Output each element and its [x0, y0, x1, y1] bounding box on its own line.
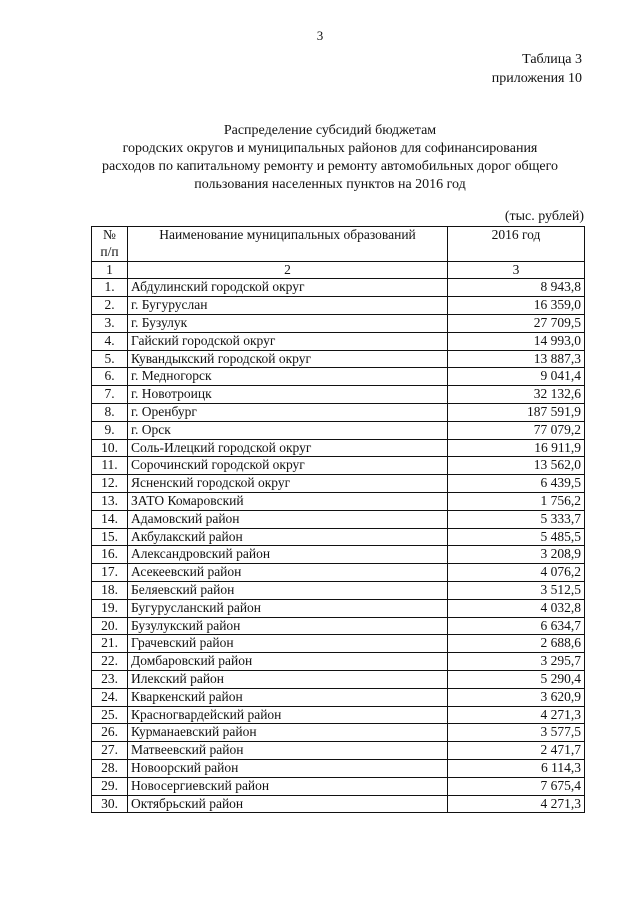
row-number: 23. [92, 670, 128, 688]
table-row [92, 510, 585, 528]
row-value: 16 359,0 [448, 297, 585, 315]
table-row [92, 777, 585, 795]
column-index: 1 [92, 261, 128, 279]
row-number: 7. [92, 386, 128, 404]
row-value: 3 208,9 [448, 546, 585, 564]
title-line: пользования населенных пунктов на 2016 год [194, 177, 466, 192]
row-value: 6 634,7 [448, 617, 585, 635]
row-name: Кувандыкский городской округ [128, 350, 448, 368]
row-name: Новоорский район [128, 759, 448, 777]
units-label: (тыс. рублей) [504, 209, 584, 224]
row-number: 27. [92, 742, 128, 760]
row-name: Бугурусланский район [128, 599, 448, 617]
row-name: г. Бугуруслан [128, 297, 448, 315]
row-name: Курманаевский район [128, 724, 448, 742]
table-label-line: приложения 10 [491, 71, 582, 86]
title-line: городских округов и муниципальных районов для софинансирования [122, 141, 538, 156]
table-row [92, 599, 585, 617]
row-name: Абдулинский городской округ [128, 279, 448, 297]
row-value: 3 577,5 [448, 724, 585, 742]
table-row [92, 688, 585, 706]
row-number: 5. [92, 350, 128, 368]
row-name: г. Медногорск [128, 368, 448, 386]
table-row [92, 795, 585, 813]
row-number: 29. [92, 777, 128, 795]
row-value: 9 041,4 [448, 368, 585, 386]
row-name: Сорочинский городской округ [128, 457, 448, 475]
row-number: 6. [92, 368, 128, 386]
table-row [92, 297, 585, 315]
row-number: 30. [92, 795, 128, 813]
row-name: Матвеевский район [128, 742, 448, 760]
table-body [92, 279, 585, 813]
row-value: 2 471,7 [448, 742, 585, 760]
row-name: Ясненский городской округ [128, 475, 448, 493]
row-value: 27 709,5 [448, 314, 585, 332]
row-number: 28. [92, 759, 128, 777]
row-value: 3 295,7 [448, 653, 585, 671]
row-value: 14 993,0 [448, 332, 585, 350]
table-row [92, 386, 585, 404]
row-name: Александровский район [128, 546, 448, 564]
row-name: Новосергиевский район [128, 777, 448, 795]
row-number: 8. [92, 403, 128, 421]
table-label-line: Таблица 3 [522, 52, 582, 67]
row-value: 3 620,9 [448, 688, 585, 706]
column-index: 3 [448, 261, 585, 279]
table-row [92, 742, 585, 760]
header-number [92, 227, 128, 262]
header-number-line: № [103, 227, 116, 242]
column-index: 2 [128, 261, 448, 279]
row-number: 4. [92, 332, 128, 350]
row-value: 5 485,5 [448, 528, 585, 546]
table-row [92, 350, 585, 368]
row-name: Илекский район [128, 670, 448, 688]
row-number: 11. [92, 457, 128, 475]
row-name: Домбаровский район [128, 653, 448, 671]
row-number: 26. [92, 724, 128, 742]
row-name: Гайский городской округ [128, 332, 448, 350]
row-value: 4 076,2 [448, 564, 585, 582]
table-row [92, 724, 585, 742]
row-value: 6 439,5 [448, 475, 585, 493]
table-row [92, 617, 585, 635]
page-number: 3 [316, 28, 324, 43]
row-name: Грачевский район [128, 635, 448, 653]
row-name: Адамовский район [128, 510, 448, 528]
header-name: Наименование муниципальных образований [128, 227, 448, 262]
row-value: 1 756,2 [448, 492, 585, 510]
row-value: 2 688,6 [448, 635, 585, 653]
row-value: 6 114,3 [448, 759, 585, 777]
row-name: г. Новотроицк [128, 386, 448, 404]
row-number: 17. [92, 564, 128, 582]
table-row [92, 475, 585, 493]
table-row [92, 368, 585, 386]
table-row [92, 457, 585, 475]
table-row [92, 314, 585, 332]
row-value: 4 271,3 [448, 706, 585, 724]
row-number: 16. [92, 546, 128, 564]
row-number: 22. [92, 653, 128, 671]
row-number: 3. [92, 314, 128, 332]
row-number: 1. [92, 279, 128, 297]
row-value: 4 271,3 [448, 795, 585, 813]
row-value: 187 591,9 [448, 403, 585, 421]
row-name: Бузулукский район [128, 617, 448, 635]
row-number: 20. [92, 617, 128, 635]
table-row [92, 546, 585, 564]
row-number: 9. [92, 421, 128, 439]
row-value: 13 887,3 [448, 350, 585, 368]
table-label [492, 50, 582, 88]
row-name: Акбулакский район [128, 528, 448, 546]
row-name: Беляевский район [128, 581, 448, 599]
header-value: 2016 год [448, 227, 585, 262]
row-value: 7 675,4 [448, 777, 585, 795]
row-number: 13. [92, 492, 128, 510]
row-name: Асекеевский район [128, 564, 448, 582]
table-row [92, 403, 585, 421]
column-index-row [92, 261, 585, 279]
row-value: 77 079,2 [448, 421, 585, 439]
table-row [92, 421, 585, 439]
row-name: г. Орск [128, 421, 448, 439]
row-name: г. Бузулук [128, 314, 448, 332]
row-value: 3 512,5 [448, 581, 585, 599]
row-number: 18. [92, 581, 128, 599]
row-value: 8 943,8 [448, 279, 585, 297]
row-name: Красногвардейский район [128, 706, 448, 724]
row-value: 4 032,8 [448, 599, 585, 617]
table-row [92, 492, 585, 510]
row-name: ЗАТО Комаровский [128, 492, 448, 510]
table-row [92, 564, 585, 582]
row-value: 13 562,0 [448, 457, 585, 475]
row-number: 2. [92, 297, 128, 315]
table-row [92, 759, 585, 777]
table-row [92, 706, 585, 724]
row-number: 14. [92, 510, 128, 528]
table-row [92, 332, 585, 350]
row-value: 5 290,4 [448, 670, 585, 688]
row-name: Кваркенский район [128, 688, 448, 706]
row-name: г. Оренбург [128, 403, 448, 421]
table-row [92, 653, 585, 671]
table-row [92, 439, 585, 457]
row-value: 32 132,6 [448, 386, 585, 404]
row-number: 10. [92, 439, 128, 457]
row-value: 5 333,7 [448, 510, 585, 528]
title-line: Распределение субсидий бюджетам [223, 123, 437, 138]
row-name: Соль-Илецкий городской округ [128, 439, 448, 457]
table-row [92, 279, 585, 297]
table-row [92, 581, 585, 599]
table-header-row [92, 227, 585, 262]
document-title [60, 122, 600, 194]
row-number: 21. [92, 635, 128, 653]
row-number: 25. [92, 706, 128, 724]
row-value: 16 911,9 [448, 439, 585, 457]
header-number-line: п/п [100, 243, 119, 259]
subsidy-table [91, 226, 585, 813]
table-row [92, 670, 585, 688]
table-row [92, 528, 585, 546]
table-row [92, 635, 585, 653]
row-number: 24. [92, 688, 128, 706]
row-number: 19. [92, 599, 128, 617]
row-number: 12. [92, 475, 128, 493]
row-name: Октябрьский район [128, 795, 448, 813]
title-line: расходов по капитальному ремонту и ремонту автомобильных дорог общего [102, 159, 558, 174]
row-number: 15. [92, 528, 128, 546]
